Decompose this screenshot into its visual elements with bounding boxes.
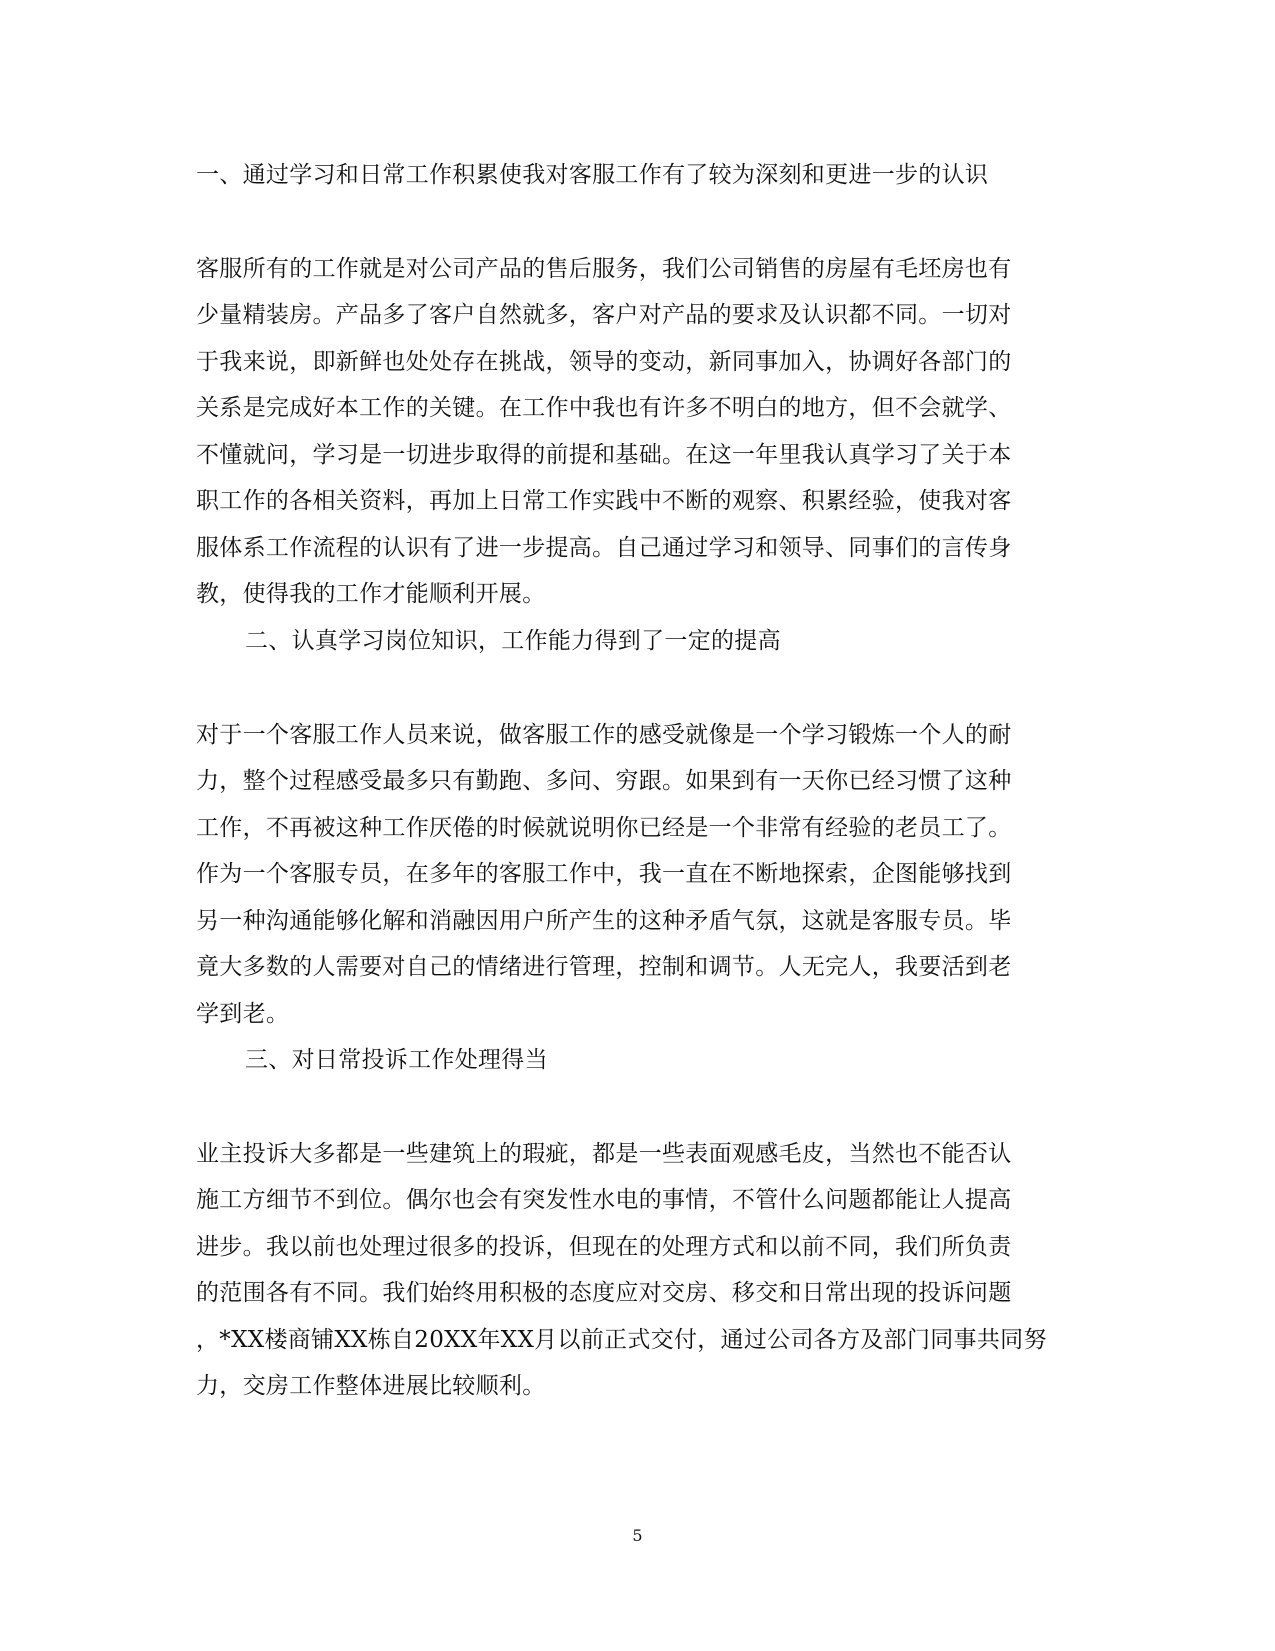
paragraph-line: 工作，不再被这种工作厌倦的时候就说明你已经是一个非常有经验的老员工了。 [196,815,1012,841]
section-heading-1: 一、通过学习和日常工作积累使我对客服工作有了较为深刻和更进一步的认识 [196,162,989,188]
paragraph-line: 关系是完成好本工作的关键。在工作中我也有许多不明白的地方，但不会就学、 [196,395,1012,421]
paragraph-line: 服体系工作流程的认识有了进一步提高。自己通过学习和领导、同事们的言传身 [196,535,1012,561]
paragraph-line: 进步。我以前也处理过很多的投诉，但现在的处理方式和以前不同，我们所负责 [196,1234,1012,1260]
paragraph-line: 学到老。 [196,1001,290,1027]
section-heading-2: 二、认真学习岗位知识，工作能力得到了一定的提高 [245,628,781,654]
section-heading-3: 三、对日常投诉工作处理得当 [245,1047,548,1073]
paragraph-line: 于我来说，即新鲜也处处存在挑战，领导的变动，新同事加入，协调好各部门的 [196,349,1012,375]
paragraph-line: 另一种沟通能够化解和消融因用户所产生的这种矛盾气氛，这就是客服专员。毕 [196,908,1012,934]
paragraph-line: 业主投诉大多都是一些建筑上的瑕疵，都是一些表面观感毛皮，当然也不能否认 [196,1141,1012,1167]
paragraph-line: 职工作的各相关资料，再加上日常工作实践中不断的观察、积累经验，使我对客 [196,488,1012,514]
paragraph-line: 教，使得我的工作才能顺利开展。 [196,581,546,607]
paragraph-line: 力，整个过程感受最多只有勤跑、多问、穷跟。如果到有一天你已经习惯了这种 [196,768,1012,794]
paragraph-line: 作为一个客服专员，在多年的客服工作中，我一直在不断地探索，企图能够找到 [196,861,1012,887]
paragraph-line: 不懂就问，学习是一切进步取得的前提和基础。在这一年里我认真学习了关于本 [196,442,1012,468]
paragraph-line: 竟大多数的人需要对自己的情绪进行管理，控制和调节。人无完人，我要活到老 [196,954,1012,980]
paragraph-line: 对于一个客服工作人员来说，做客服工作的感受就像是一个学习锻炼一个人的耐 [196,722,1012,748]
paragraph-line: 少量精装房。产品多了客户自然就多，客户对产品的要求及认识都不同。一切对 [196,302,1012,328]
page-number: 5 [632,1526,643,1545]
paragraph-line: 客服所有的工作就是对公司产品的售后服务，我们公司销售的房屋有毛坯房也有 [196,256,1012,282]
paragraph-line: 施工方细节不到位。偶尔也会有突发性水电的事情，不管什么问题都能让人提高 [196,1187,1012,1213]
paragraph-line: 的范围各有不同。我们始终用积极的态度应对交房、移交和日常出现的投诉问题 [196,1280,1012,1306]
paragraph-line: ，*XX楼商铺XX栋自20XX年XX月以前正式交付，通过公司各方及部门同事共同努 [196,1327,1047,1353]
paragraph-line: 力，交房工作整体进展比较顺利。 [196,1373,546,1399]
